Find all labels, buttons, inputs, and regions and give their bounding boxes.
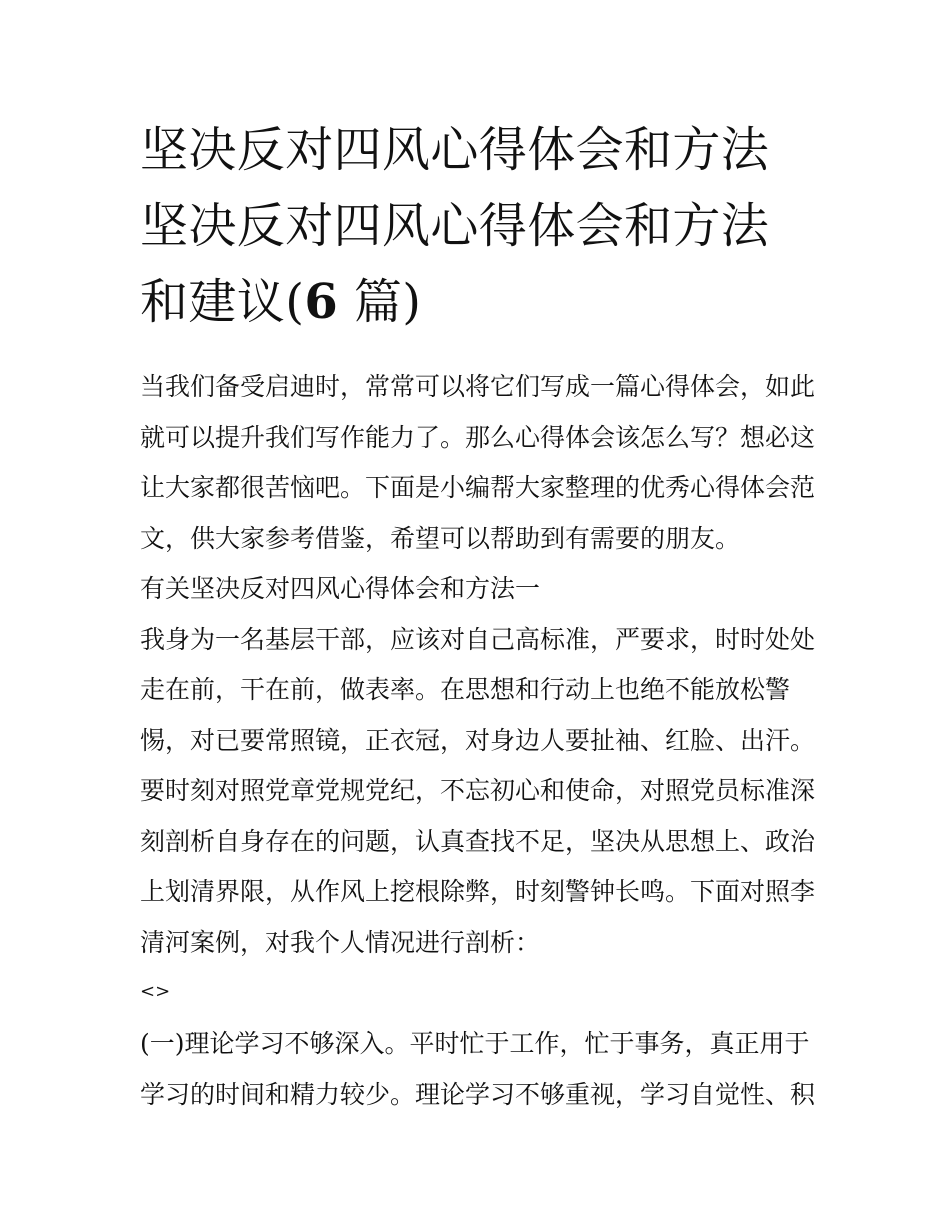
title-suffix: 篇) [338, 274, 422, 330]
intro-paragraph [140, 362, 816, 564]
paragraph-1-line: 清河案例，对我个人情况进行剖析： [140, 927, 541, 957]
section-heading-text: 有关坚决反对四风心得体会和方法一 [140, 574, 541, 603]
paragraph-1-line: 惕，对已要常照镜，正衣冠，对身边人要扯袖、红脸、出汗。 [140, 725, 816, 755]
intro-line: 文，供大家参考借鉴，希望可以帮助到有需要的朋友。 [140, 523, 741, 553]
paragraph-1-line: 走在前，干在前，做表率。在思想和行动上也绝不能放松警 [140, 675, 791, 704]
paragraph-1-line: 我身为一名基层干部，应该对自己高标准，严要求，时时处处 [140, 624, 816, 654]
document-body [140, 362, 816, 1120]
paragraph-1-line: 要时刻对照党章党规党纪，不忘初心和使命，对照党员标准深 [140, 776, 816, 805]
paragraph-2 [140, 1019, 816, 1120]
paragraph-1 [140, 615, 816, 969]
paragraph-2-line: (一)理论学习不够深入。平时忙于工作，忙于事务，真正用于 [140, 1029, 810, 1058]
paragraph-2-line: 学习的时间和精力较少。理论学习不够重视，学习自觉性、积 [140, 1079, 816, 1109]
title-line-3 [140, 264, 812, 340]
paragraph-1-line: 上划清界限，从作风上挖根除弊，时刻警钟长鸣。下面对照李 [140, 877, 816, 906]
title-paren-open: ( [285, 274, 305, 330]
document-content [140, 112, 816, 1120]
symbol-line-text: <> [140, 981, 171, 1002]
symbol-line [140, 968, 812, 1016]
section-heading [140, 564, 812, 615]
paragraph-1-line: 刻剖析自身存在的问题，认真查找不足，坚决从思想上、政治 [140, 826, 816, 856]
title-line-2: 坚决反对四风心得体会和方法 [140, 198, 770, 254]
intro-line: 让大家都很苦恼吧。下面是小编帮大家整理的优秀心得体会范 [140, 473, 816, 502]
title-count: 6 [304, 274, 339, 330]
intro-line: 当我们备受启迪时，常常可以将它们写成一篇心得体会，如此 [140, 372, 816, 401]
title-line-3-text: 和建议 [140, 274, 286, 330]
title-line-1: 坚决反对四风心得体会和方法 [140, 122, 770, 178]
document-title [140, 112, 812, 340]
intro-line: 就可以提升我们写作能力了。那么心得体会该怎么写？想必这 [140, 422, 816, 452]
